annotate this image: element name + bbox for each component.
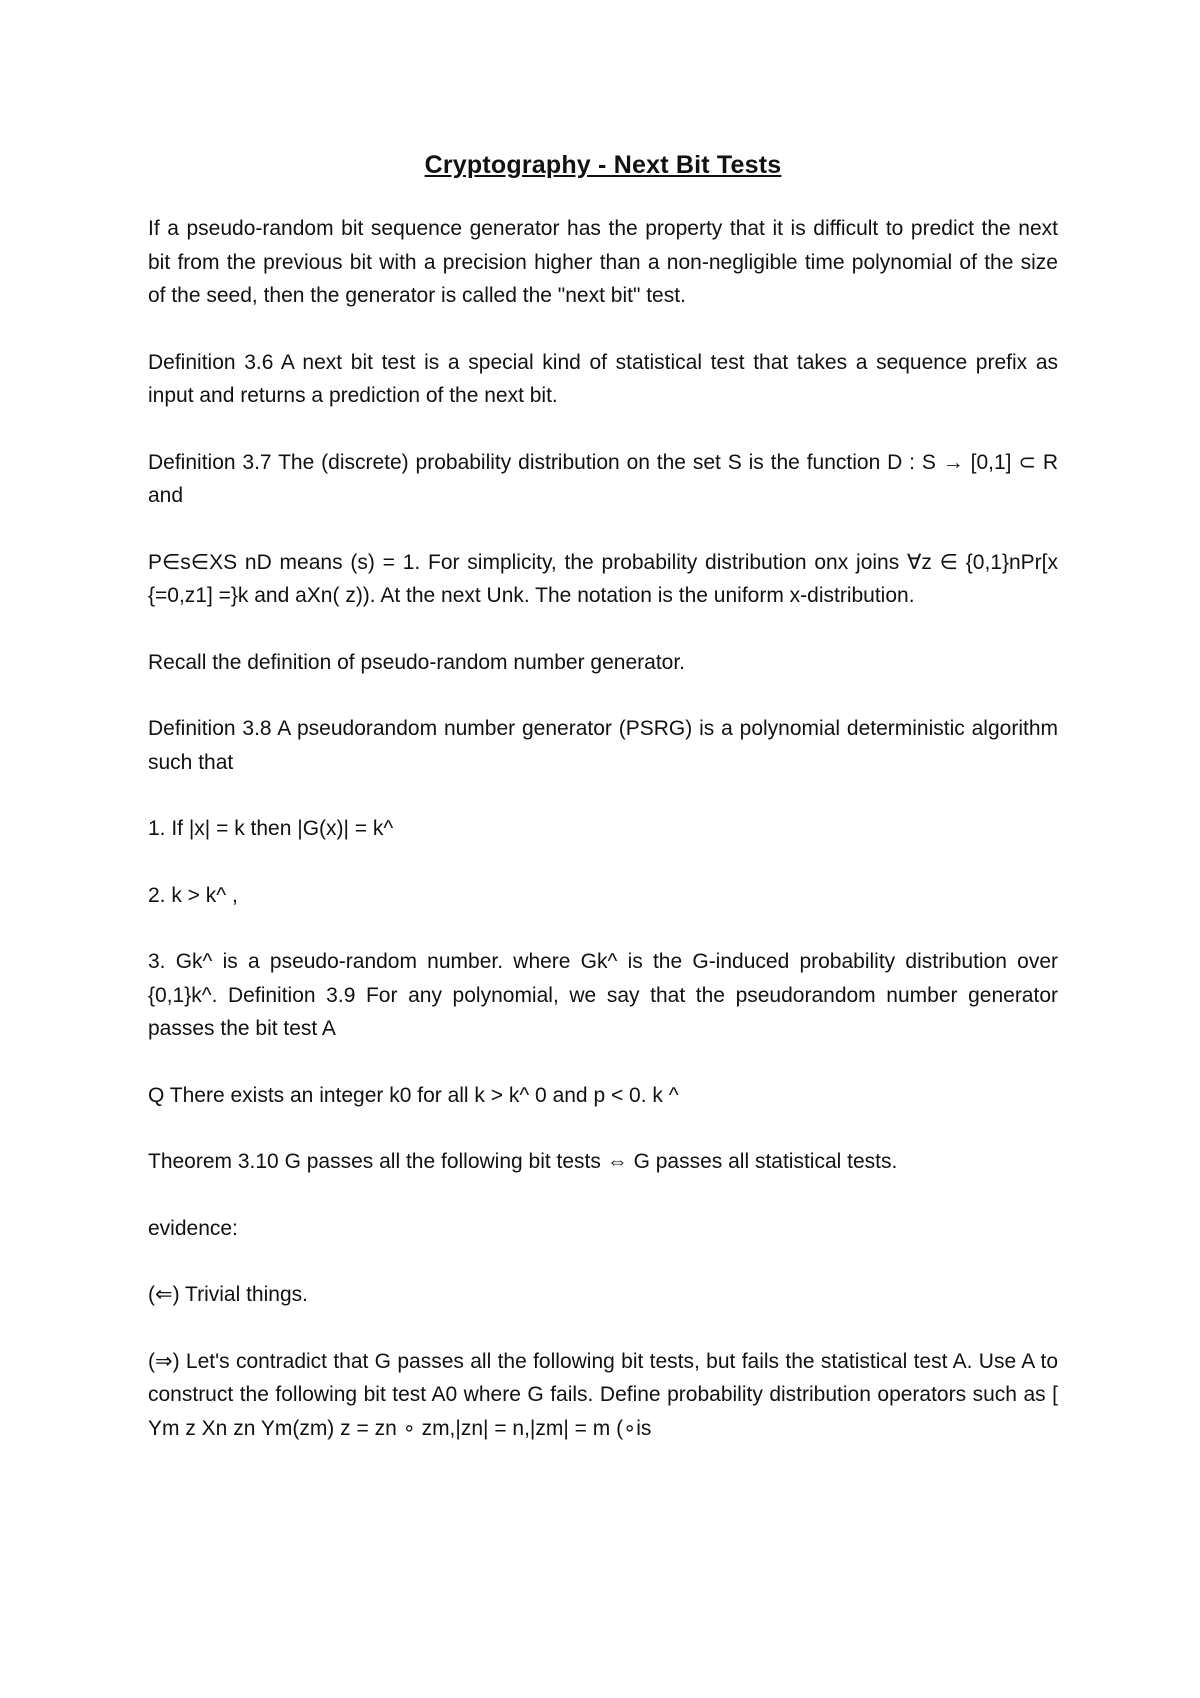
paragraph-definition-3-6: Definition 3.6 A next bit test is a special kind of statistical test that takes a sequence prefix as input and returns a prediction of the next bit.: [148, 350, 1058, 407]
paragraph-intro: If a pseudo-random bit sequence generator has the property that it is difficult to predict the next bit from the previous bit with a precision higher than a non-negligible time polynomial of the size of the seed, then the generator is called the "next bit" test.: [148, 217, 1058, 307]
document-body: [148, 148, 1058, 1478]
paragraph-theorem-3-10: Theorem 3.10 G passes all the following bit tests ⇔ G passes all statistical tests.: [148, 1150, 898, 1173]
list-item-2: 2. k > k^ ,: [148, 883, 238, 907]
paragraph-recall: Recall the definition of pseudo-random number generator.: [148, 650, 685, 674]
document-title: Cryptography - Next Bit Tests: [424, 151, 782, 179]
list-item-3: 3. Gk^ is a pseudo-random number. where Gk^ is the G-induced probability distribution over {0,1}k^. Definition 3.9 For any polynomial, we say that the pseudorandom number generator passes the bit test A: [148, 950, 1058, 1040]
paragraph-condition: Q There exists an integer k0 for all k > k^ 0 and p < 0. k ^: [148, 1083, 679, 1107]
paragraph-probability-note: P∈s∈XS nD means (s) = 1. For simplicity, the probability distribution onx joins ∀z ∈ {0,1}nPr[x {=0,z1] =}k and aXn( z)). At the next Unk. The notation is the uniform x-distribution.: [148, 550, 1058, 607]
paragraph-definition-3-7: Definition 3.7 The (discrete) probability distribution on the set S is the function D : S → [0,1] ⊂ R and: [148, 450, 1058, 507]
paragraph-contradiction: (⇒) Let's contradict that G passes all the following bit tests, but fails the statistical test A. Use A to construct the following bit test A0 where G fails. Define probability distribution operators such as [ Ym z Xn zn Ym(zm) z = zn ∘ zm,|zn| = n,|zm| = m (∘is: [148, 1349, 1058, 1440]
paragraph-evidence-label: evidence:: [148, 1216, 238, 1240]
paragraph-trivial: (⇐) Trivial things.: [148, 1283, 308, 1306]
list-item-1: 1. If |x| = k then |G(x)| = k^: [148, 817, 394, 840]
paragraph-definition-3-8: Definition 3.8 A pseudorandom number generator (PSRG) is a polynomial deterministic algorithm such that: [148, 717, 1058, 774]
